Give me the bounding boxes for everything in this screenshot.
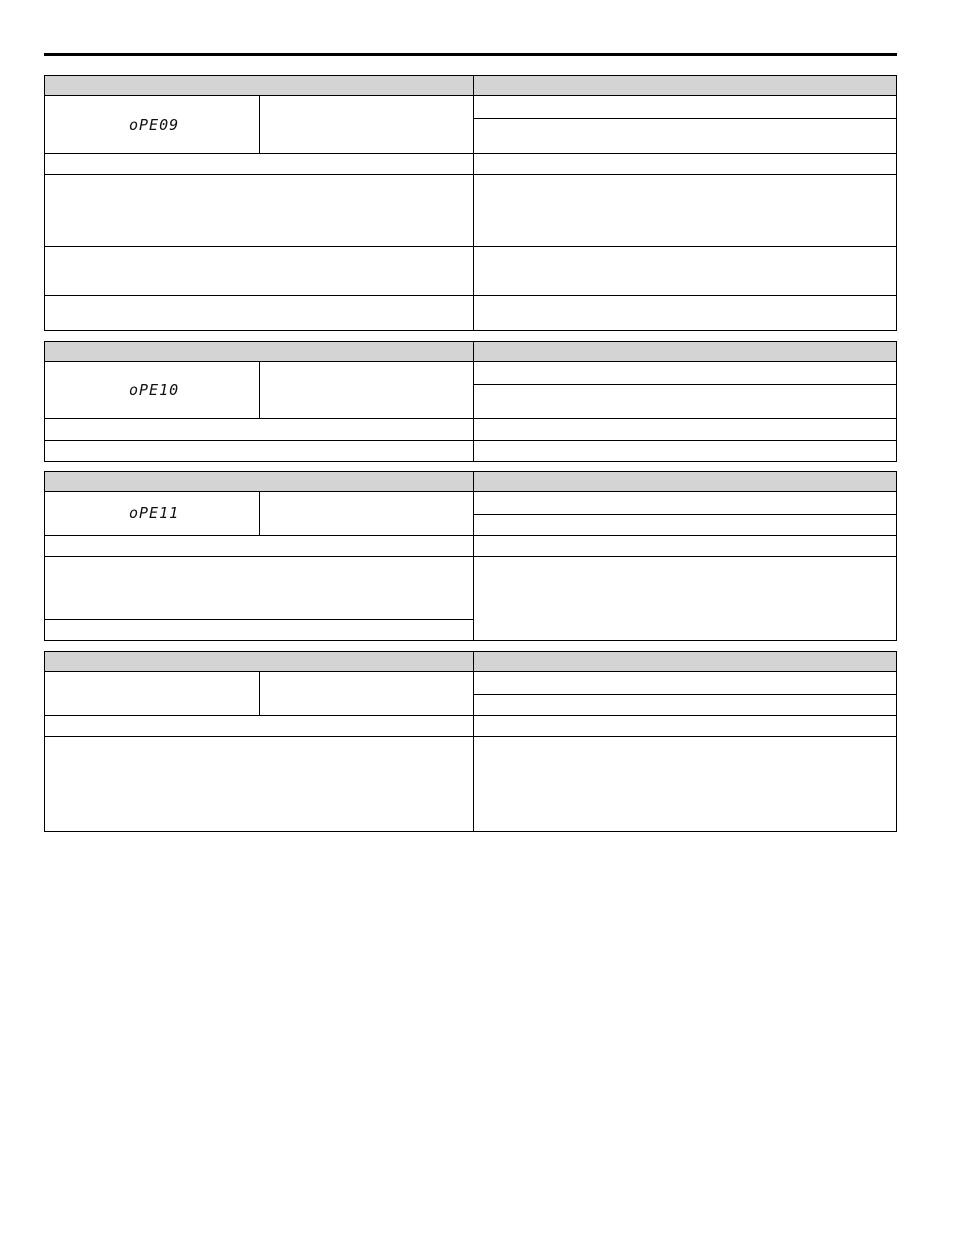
code-divider — [259, 672, 260, 715]
row-divider — [45, 246, 897, 247]
top-rule — [44, 53, 897, 56]
row-divider — [474, 384, 897, 385]
digital-operator-code: oPE09 — [129, 116, 180, 134]
row-divider — [45, 556, 897, 557]
fault-table-ope09 — [44, 75, 897, 331]
table-header — [45, 76, 896, 96]
table-header — [45, 342, 896, 362]
row-divider — [45, 440, 897, 441]
row-divider — [474, 118, 897, 119]
digital-operator-code: oPE11 — [129, 504, 180, 522]
row-divider — [45, 715, 897, 716]
row-divider — [474, 514, 897, 515]
code-divider — [259, 96, 260, 154]
row-divider — [45, 295, 897, 296]
row-divider — [45, 736, 897, 737]
row-divider — [45, 153, 897, 154]
row-divider — [474, 694, 897, 695]
code-divider — [259, 492, 260, 536]
table-header — [45, 472, 896, 492]
row-divider — [45, 174, 897, 175]
column-divider — [473, 76, 474, 330]
fault-table-4 — [44, 651, 897, 832]
fault-table-ope10 — [44, 341, 897, 462]
row-divider — [45, 619, 474, 620]
column-divider — [473, 342, 474, 461]
code-divider — [259, 362, 260, 419]
row-divider — [45, 418, 897, 419]
row-divider — [45, 535, 897, 536]
table-header — [45, 652, 896, 672]
column-divider — [473, 652, 474, 831]
digital-operator-code: oPE10 — [129, 381, 180, 399]
fault-table-ope11 — [44, 471, 897, 641]
